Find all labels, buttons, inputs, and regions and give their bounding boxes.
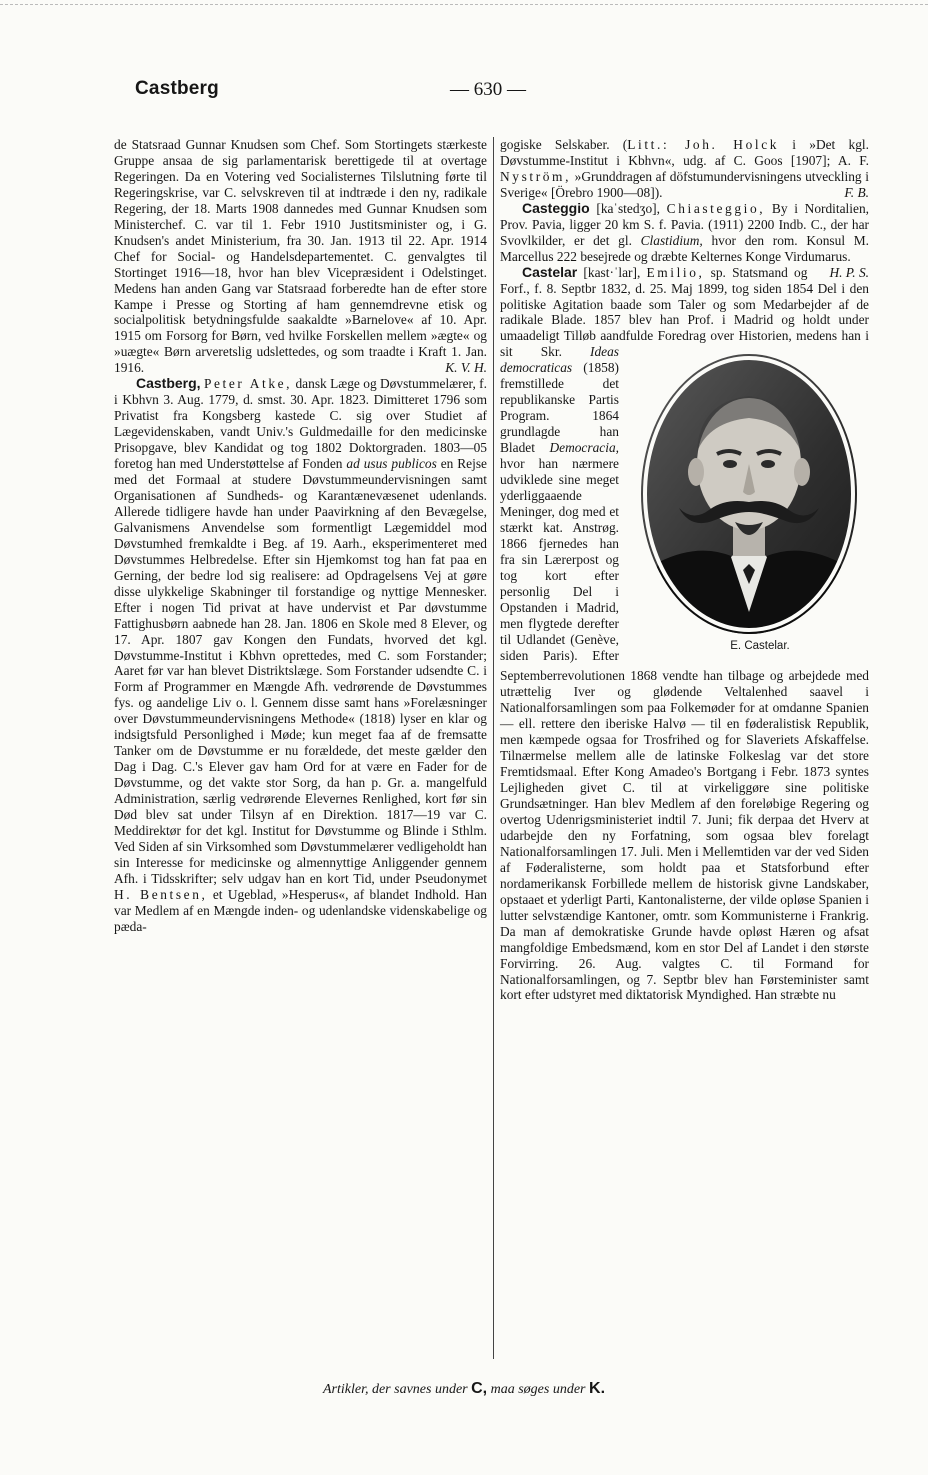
entry-headword: Castelar <box>522 263 578 280</box>
alternate-name: Chiasteggio, <box>666 200 766 216</box>
pronunciation: [kast·ˈlar], <box>577 264 647 280</box>
article-castelar <box>500 265 869 1004</box>
left-column <box>114 137 487 935</box>
entry-text: sp. Statsmand og Forf., f. 8. Septbr 1832, d. 25. Maj 1899, tog siden 1854 Del i den politiske Agitation baade som Taler og som Medarbejder af de radikale Blade. 1857 blev han Prof. i Madrid og holdt under umaadeligt Tilløb aandfulde Foredrag over Historien, medens han i sit Skr. <box>500 264 869 360</box>
continuation-text: gogiske Selskaber. ( <box>500 137 628 152</box>
literature-author: Joh. Holck <box>669 137 780 152</box>
footer-letter-k: K. <box>589 1380 606 1397</box>
page-footer-note <box>0 1380 928 1398</box>
entry-headword: Castberg, <box>136 375 201 392</box>
entry-italic-phrase: Ideas democraticas <box>500 344 619 376</box>
author-signature: K. V. H. <box>445 360 487 376</box>
author-signature: F. B. <box>844 184 869 200</box>
continuation-text: »Grunddragen af döfstumundervisningens utveckling i Sverige« [Örebro 1900—08]). <box>500 168 869 200</box>
entry-text: By i Norditalien, Prov. Pavia, ligger 20 km S. f. Pavia. (1911) 2200 Indb. C., der har Svovlkilder, er det gl. <box>500 200 869 248</box>
footer-text: maa søges under <box>487 1382 590 1397</box>
pseudonym: H. Bentsen, <box>114 886 208 902</box>
entry-text: et Ugeblad, »Hesperus«, af blandet Indhold. Han var Medlem af en Mængde inden- og udenlandske videnskabelige og pæda- <box>114 886 487 934</box>
entry-headword: Casteggio <box>522 199 590 216</box>
entry-italic-phrase: Democracia, <box>549 440 619 456</box>
literature-author: Nyström, <box>500 168 572 184</box>
portrait-engraving <box>639 352 859 637</box>
entry-text: hvor han nærmere udviklede sine meget yderliggaaende Meninger, dog med et stærkt kat. Anstrøg. 1866 fjernedes han fra sin Lærerpost og tog kort efter personlig Del i Opstanden i Madrid, men flygtede derefter til Udlandet (Genève, siden Paris). Efter Septemberrevolutionen 1868 vendte han tilbage og arbejdede med utrættelig Iver og glødende Veltalenhed saavel i Nationalforsamlingen som paa Folkemøder for at omdanne Spanien — ell. rettere den iberiske Halvø — til en føderalistisk Republik, men kæmpede ogsaa for Trosfrihed og for Slaveriets Afskaffelse. Tilnærmelse mellem alle de latinske Folkeslag var det store Fremtidsmaal. Efter Kong Amadeo's Bortgang i Febr. 1873 syntes Lejligheden givet C. til at virkeliggøre sine politiske Grundsætninger. Han blev Medlem af den foreløbige Regering og overtog Udenrigsministeriet indtil 7. Juni; fik derpaa det Hverv at udarbejde den ny Forfatning, som ogsaa blev forelagt Nationalforsamlingen 17. Juli. Men i Mellemtiden var der ved Siden af Føderalisterne, som holdt paa et Statsforbund efter nordamerikansk Forbillede mellem de historisk givne Landskaber, opstaaet et yderligt Parti, Kantonalisterne, der vilde opløse Spanien i lutter selvstændige Kantoner, omtr. som Kommunisterne i Frankrig. Da man af demokratiske Grunde havde opløst Hæren og afsat mangfoldige Embedsmænd, kom en stor Del af Landet i den største Forvirring. 26. Aug. valgtes C. til Formand for Nationalforsamlingen, og 7. Septbr blev han Førsteminister samt kort efter udstyret med diktatorisk Myndighed. Han stræbte nu <box>500 456 869 1003</box>
right-column <box>500 137 869 1003</box>
portrait-caption: E. Castelar. <box>730 640 790 653</box>
entry-person-name: Emilio, <box>646 264 705 280</box>
article-continuation-castberg-johan <box>114 137 487 376</box>
article-castberg-peter-atke <box>114 376 487 934</box>
entry-italic-phrase: Clastidium, <box>640 232 703 248</box>
running-head-word: Castberg <box>135 78 219 99</box>
entry-text: hvor den rom. Konsul M. Marcellus 222 besejrede og dræbte Kelternes Konge Virdumarus. <box>500 232 869 264</box>
literature-label: Litt.: <box>627 137 670 152</box>
entry-text: dansk Læge og Døvstummelærer, f. i Kbhvn 3. Aug. 1779, d. smst. 30. Apr. 1823. Dimitteret 1796 som Privatist fra Kongsberg kastede C. sig over Studiet af Lægevidenskaben, vandt Univ.'s Guldmedaille for den medicinske Prisopgave, blev Kandidat og tog 1802 Doktorgraden. 1803—05 foretog han med Understøttelse af Fonden <box>114 376 487 472</box>
author-signature: H. P. S. <box>829 264 869 280</box>
entry-italic-phrase: ad usus publicos <box>346 456 437 472</box>
page-number: — 630 — <box>450 79 526 100</box>
scan-edge-line <box>0 4 928 5</box>
portrait-figure <box>629 352 869 664</box>
column-divider <box>493 137 494 1359</box>
continuation-text: i »Det kgl. Døvstumme-Institut i Kbhvn«, udg. af C. Goos [1907]; A. F. <box>500 137 869 168</box>
footer-letter-c: C, <box>471 1380 488 1397</box>
entry-text: (1858) fremstillede det republikanske Partis Program. 1864 grundlagde han Bladet <box>500 360 619 456</box>
entry-person-name: Peter Atke, <box>203 376 293 392</box>
entry-text: en Rejse med det Formaal at studere Døvstummeundervisningen samt Organisationen af Sundheds- og Karantænevæsenet udenlands. Allerede tidligere havde han under Paavirkning af den Bevægelse, Galvanismens Anvendelse som formentligt Lægemiddel mod Døvstumhed fremkaldte i Beg. af 19. Aarh., eksperimenteret med Døvstummes Helbredelse. Efter sin Hjemkomst tog han fat paa en Gerning, der bedre lod sig realisere: ad Opdragelsens Vej at gøre disse ulykkelige Skabninger til forstandige og nyttige Mennesker. Efter i nogen Tid privat at have undervist et Par døvstumme Fattighusbørn aabnede han 28. Jan. 1806 en Skole med 8 Elever, og 17. Apr. 1807 gav Kongen den Fundats, hvorved det kgl. Døvstumme-Institut i Kbhvn oprettedes, med C. som Forstander; Aaret før var han blevet Distriktslæge. Som Forstander udsendte C. i Form af Programmer en Mængde Afh. vedrørende de Døvstummes fys. og aandelige Liv o. l. Gennem disse samt hans »Forelæsninger over Døvstummeundervisningens Methode« (1818) lyser en klar og indsigtsfuld Personlighed i Møde; kun meget faa af de fremsatte Tanker om de Døvstumme er nu forældede, det meste gælder den Dag i Dag. C.'s Elever gav ham Ord for at være en Fader for de Døvstumme, og det vakte stor Sorg, da han p. Gr. a. mangelfuld Administration, særlig vedrørende Elevernes Renlighed, kort før sin Død blev sat under Tilsyn af en Direktion. 1817—19 var C. Meddirektør for det kgl. Institut for Døvstumme og Blinde i Sthlm. Ved Siden af sin Virksomhed som Døvstummelærer vedligeholdt han sin Interesse for medicinske og almennyttige Anliggender gennem Afh. i Tidsskrifter; selv udgav han en kort Tid, under Pseudonymet <box>114 456 487 886</box>
pronunciation: [kaˈstedʒo], <box>589 200 667 216</box>
footer-text: Artikler, der savnes under <box>322 1382 472 1397</box>
article-continuation-castberg-peter <box>500 137 869 201</box>
continuation-text: de Statsraad Gunnar Knudsen som Chef. Som Stortingets stærkeste Gruppe ansaa de sig parlamentarisk berettigede til at overtage Regeringen. Da en Votering ved Socialisternes Tilslutning førte til Regeringskrise, var C. selvskreven til at indtræde i den ny, radikale Regering, der 18. Marts 1908 dannedes med Gunnar Knudsen som Ministerchef. C. var til 1. Febr 1910 Justitsminister og, i G. Knudsen's andet Ministerium, fra 30. Jan. 1913 til 22. Apr. 1914 Chef for Social- og Handelsdepartementet. C. genvalgtes til Stortinget 1916—18, hvor han blev Vicepræsident i Odelstinget. Medens han anden Gang var Statsraad forberedte han de efter store Kampe i Presse og Storting af ham gennemdrevne etisk og socialpolitisk betydningsfulde saakaldte »Barnelove« af 10. Apr. 1915 om Forsorg for Børn, ved hvilke Forskellen mellem »ægte« og »uægte« Børn arveretslig udslettedes, og som traadte i Kraft 1. Jan. 1916. <box>114 137 487 376</box>
page-header <box>135 78 870 106</box>
